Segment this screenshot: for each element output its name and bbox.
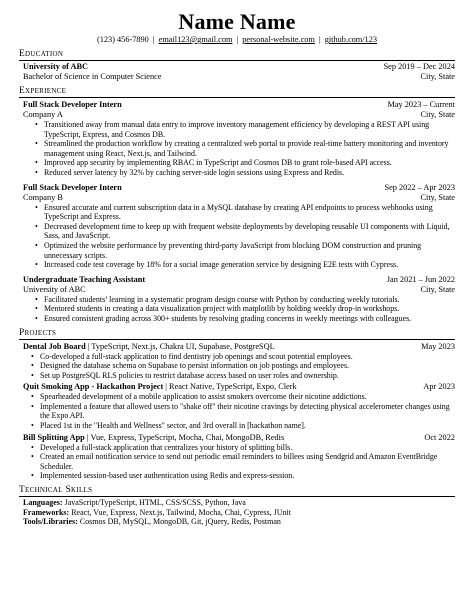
project-bullets <box>19 443 455 481</box>
project-date: Apr 2023 <box>423 382 455 392</box>
job-title: Full Stack Developer Intern <box>23 182 122 192</box>
bullet-item: • Streamlined the production workflow by creating a centralized web portal to provide real-time battery monitoring and inventory management using React, Next.js, and Tailwind. <box>44 139 455 158</box>
skills-value: JavaScript/TypeScript, HTML, CSS/SCSS, Python, Java <box>64 498 246 508</box>
project-bullets <box>19 352 455 381</box>
job-bullets <box>23 295 455 324</box>
skills-key: Tools/Libraries <box>23 517 76 527</box>
company-name: Company A <box>23 110 63 119</box>
project-tech: React Native, TypeScript, Expo, Clerk <box>169 382 297 392</box>
project-entry: Dental Job Board | TypeScript, Next.js, Chakra UI, Supabase, PostgreSQL May 2023 • Co-developed a full-stack application to find dentistry job openings and scout potential employees. • Designed the database schema on Supabase to persist information on job postings and employees. • Set up PostgreSQL RLS policies to restrict database access based on user roles and ownership. <box>19 342 455 381</box>
bullet-item: • Ensured consistent grading across 300+ students by resolving grading concerns in weekly meetings with colleagues. <box>44 314 455 324</box>
project-name: Bill Splitting App <box>23 432 85 442</box>
skills-list <box>19 498 455 527</box>
skills-row: Tools/Libraries: Cosmos DB, MySQL, MongoDB, Git, jQuery, Redis, Postman <box>23 517 281 527</box>
job-location: City, State <box>420 284 455 294</box>
project-bullets <box>19 392 455 430</box>
contact-line <box>19 34 455 45</box>
separator: | <box>318 35 321 44</box>
school-name: University of ABC <box>23 62 88 71</box>
job-dates: May 2023 – Current <box>387 100 455 109</box>
bullet-item: • Ensured accurate and current subscription data in a MySQL database by creating API endpoints to process webhooks using TypeScript and Express. <box>44 203 455 222</box>
job-entry <box>19 183 455 270</box>
project-entry: Bill Splitting App | Vue, Express, TypeScript, Mocha, Chai, MongoDB, Redis Oct 2022 • Developed a full-stack application that centralizes your history of splitting bills. • Created an email notification service to send out periodic email reminders to billees using Sendgrid and Amazon EventBridge Scheduler. • Implemented session-based user authentication using Redis and express-session. <box>19 433 455 481</box>
education-heading: Education <box>19 49 455 61</box>
company-name: Company B <box>23 192 63 202</box>
experience-heading: Experience <box>19 86 455 98</box>
bullet-item: • Implemented session-based user authentication using Redis and express-session. <box>40 471 455 481</box>
phone-number: (123) 456-7890 <box>96 35 149 44</box>
job-location: City, State <box>420 110 455 119</box>
bullet-item: • Optimized the website performance by preventing third-party JavaScript from blocking DOM construction and pruning unnecessary scripts. <box>44 241 455 260</box>
projects-heading: Projects <box>19 328 455 340</box>
project-date: Oct 2022 <box>424 432 455 442</box>
skills-key: Languages <box>23 498 60 508</box>
bullet-item: • Reduced server latency by 32% by caching server-side login sessions using Express and Redis. <box>44 168 455 178</box>
job-dates: Sep 2022 – Apr 2023 <box>384 182 455 192</box>
bullet-item: • Improved app security by implementing RBAC in TypeScript and Cosmos DB to grant role-based API access. <box>44 158 455 168</box>
education-dates: Sep 2019 – Dec 2024 <box>383 62 455 71</box>
skills-row: Frameworks: React, Vue, Express, Next.js, Tailwind, Mocha, Chai, Cypress, JUnit <box>23 507 291 517</box>
job-dates: Jan 2021 – Jun 2022 <box>386 274 455 284</box>
education-location: City, State <box>420 72 455 81</box>
job-location: City, State <box>420 192 455 202</box>
skills-row: Languages: JavaScript/TypeScript, HTML, CSS/SCSS, Python, Java <box>23 498 246 508</box>
company-name: University of ABC <box>23 284 86 294</box>
project-name: Dental Job Board <box>23 341 86 351</box>
bullet-item: • Increased code test coverage by 18% for a social image generation service by designing E2E tests with Cypress. <box>44 260 455 270</box>
skills-heading: Technical Skills <box>19 485 455 497</box>
bullet-item: • Developed a full-stack application that centralizes your history of splitting bills. <box>40 443 455 453</box>
separator: | <box>236 35 239 44</box>
job-title: Undergraduate Teaching Assistant <box>23 274 146 284</box>
bullet-item: • Facilitated students’ learning in a systematic program design course with Python by conducting weekly tutorials. <box>44 295 455 305</box>
job-bullets <box>23 203 455 270</box>
github-link[interactable]: github.com/123 <box>324 35 378 44</box>
bullet-item: • Transitioned away from manual data entry to improve inventory management efficiency by developing a REST API using TypeScript, Express, and Cosmos DB. <box>44 120 455 139</box>
email-link[interactable]: email123@gmail.com <box>158 35 233 44</box>
job-title: Full Stack Developer Intern <box>23 100 122 109</box>
job-entry <box>19 275 455 324</box>
project-date: May 2023 <box>421 341 455 351</box>
bullet-item: • Mentored students in creating a data visualization project with matplotlib by holding weekly drop-in workshops. <box>44 304 455 314</box>
project-tech: Vue, Express, TypeScript, Mocha, Chai, MongoDB, Redis <box>90 432 285 442</box>
bullet-item: • Set up PostgreSQL RLS policies to restrict database access based on user roles and ownership. <box>40 371 455 381</box>
skills-key: Frameworks <box>23 507 67 517</box>
separator: | <box>152 35 155 44</box>
project-name: Quit Smoking App - Hackathon Project <box>23 382 164 392</box>
job-bullets <box>23 120 455 178</box>
bullet-item: • Implemented a feature that allowed users to "shake off" their nicotine cravings by detecting physical accelerometer changes using the Expo API. <box>40 402 455 421</box>
candidate-name: Name Name <box>178 9 296 34</box>
education-entry <box>19 62 455 82</box>
degree: Bachelor of Science in Computer Science <box>23 72 162 81</box>
website-link[interactable]: personal-website.com <box>242 35 315 44</box>
bullet-item: • Created an email notification service to send out periodic email reminders to billees using Sendgrid and Amazon EventBridge Scheduler. <box>40 452 455 471</box>
project-entry: Quit Smoking App - Hackathon Project | React Native, TypeScript, Expo, Clerk Apr 2023 • Spearheaded development of a mobile application to assist smokers overcome their nicotine addictions. • Implemented a feature that allowed users to "shake off" their nicotine cravings by detecting physical accelerometer changes using the Expo API. • Placed 1st in the "Health and Wellness" sector, and 3rd overall in [hackathon name]. <box>19 382 455 430</box>
skills-value: React, Vue, Express, Next.js, Tailwind, Mocha, Chai, Cypress, JUnit <box>71 507 291 517</box>
bullet-item: • Decreased development time to keep up with frequent website deployments by developing reusable UI components with Liquid, Sass, and JavaScript. <box>44 222 455 241</box>
bullet-item: • Co-developed a full-stack application to find dentistry job openings and scout potential employees. <box>40 352 455 362</box>
skills-value: Cosmos DB, MySQL, MongoDB, Git, jQuery, Redis, Postman <box>79 517 281 527</box>
project-tech: TypeScript, Next.js, Chakra UI, Supabase, PostgreSQL <box>91 341 275 351</box>
bullet-item: • Designed the database schema on Supabase to persist information on job postings and employees. <box>40 361 455 371</box>
job-entry <box>19 100 455 178</box>
bullet-item: • Spearheaded development of a mobile application to assist smokers overcome their nicotine addictions. <box>40 392 455 402</box>
bullet-item: • Placed 1st in the "Health and Wellness" sector, and 3rd overall in [hackathon name]. <box>40 421 455 431</box>
